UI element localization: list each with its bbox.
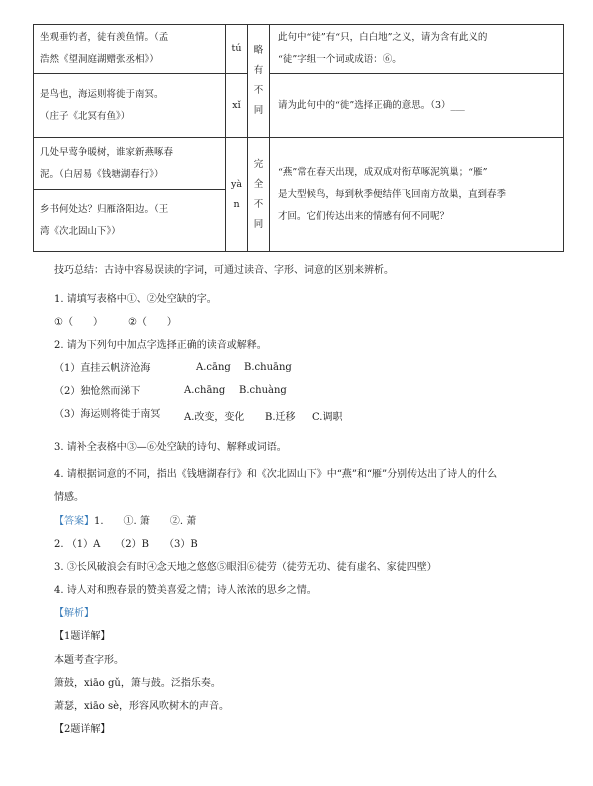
q2-item-1-option-b: B.chuāng: [244, 362, 292, 373]
question-line: 此句中“徒”有“只，白白地”之义，请为含有此义的: [278, 32, 488, 43]
poem-cell-2: [34, 74, 226, 138]
poem-line: （庄子《北冥有鱼》）: [40, 110, 131, 122]
question-4-line-1: 4. 请根据词意的不同，指出《钱塘湖春行》和《次北固山下》中“燕”和“雁”分别传达出了诗人的什么: [54, 469, 498, 480]
pinyin-cell-1: tú: [226, 25, 248, 74]
poem-cell-1: [34, 25, 226, 74]
q2-item-2-option-a: A.chāng: [184, 385, 226, 396]
note-char: 有: [253, 65, 264, 76]
poem-line: 湾《次北固山下》）: [40, 225, 121, 237]
q2-item-2-option-b: B.chuàng: [239, 385, 287, 396]
q2-item-1-label: （1）直挂云帆济沧海: [54, 363, 151, 374]
answer-text: 1. ①. 箫 ②. 萧: [94, 516, 197, 527]
poem-line: 坐观垂钓者，徒有羡鱼情。（孟: [40, 32, 169, 43]
answer-line-4: 4. 诗人对和煦春景的赞美喜爱之情；诗人浓浓的思乡之情。: [54, 585, 317, 596]
question-1-blanks: ①（ ） ②（ ）: [54, 317, 177, 328]
note-cell-3: [248, 138, 270, 252]
q2-item-1-option-a: A.cāng: [196, 362, 231, 373]
analysis-q1-line-1: 本题考查字形。: [54, 655, 124, 666]
question-line: 是大型候鸟，每到秋季便结伴飞回南方故巢，直到春季: [278, 188, 507, 200]
poem-line: 泥。（白居易《钱塘湖春行》）: [40, 168, 164, 180]
q2-item-3-option-b: B.迁移: [265, 412, 296, 423]
analysis-q1-line-3: 萧瑟，xiāo sè，形容风吹树木的声音。: [54, 701, 230, 712]
q2-item-3-option-a: A.改变，变化: [184, 412, 245, 423]
question-line: “燕”常在春天出现，成双成对衔草啄泥筑巢；“雁”: [278, 166, 488, 178]
pinyin-cell-2: xǐ: [226, 74, 248, 138]
question-4-line-2: 情感。: [54, 492, 84, 503]
note-char: 同: [253, 105, 264, 116]
pinyin-part: n: [233, 198, 240, 210]
note-char: 不: [253, 198, 264, 210]
note-char: 全: [253, 178, 264, 190]
question-1: 1. 请填写表格中①、②处空缺的字。: [54, 294, 217, 305]
note-char: 同: [253, 218, 264, 230]
pinyin-cell-3: [226, 138, 248, 252]
answer-line-1: [54, 515, 196, 529]
poem-line: 几处早莺争暖树，谁家新燕啄春: [40, 146, 174, 158]
question-cell-1: [270, 25, 564, 74]
question-3: 3. 请补全表格中③—⑥处空缺的诗句、解释或词语。: [54, 442, 287, 453]
question-line: 才回。它们传达出来的情感有何不同呢？: [278, 210, 450, 222]
poem-line: 乡书何处达？归雁洛阳边。（王: [40, 203, 169, 215]
question-line: “徒”字组一个词或成语：⑥。: [278, 54, 402, 65]
poem-cell-3: [34, 138, 226, 190]
answer-line-2: 2. （1）A （2）B （3）B: [54, 539, 198, 550]
analysis-tag: 【解析】: [54, 608, 94, 619]
note-char: 不: [253, 85, 264, 96]
analysis-q1-title: 【1题详解】: [54, 631, 111, 642]
question-cell-2: 请为此句中的“徙”选择正确的意思。（3）___: [270, 74, 564, 138]
poem-line: 浩然《望洞庭湖赠张丞相》）: [40, 54, 159, 65]
answer-tag: 【答案】: [54, 516, 94, 527]
note-char: 略: [253, 45, 264, 56]
poem-line: 是鸟也，海运则将徙于南冥。: [40, 88, 164, 100]
note-cell-1: [248, 25, 270, 138]
q2-item-3-option-c: C.调职: [312, 412, 343, 423]
pinyin-part: yà: [230, 178, 243, 190]
tip-line: [54, 264, 394, 278]
analysis-q1-line-2: 箫鼓，xiāo gǔ，箫与鼓。泛指乐奏。: [54, 678, 221, 689]
q2-item-3-label: （3）海运则将徙于南冥: [54, 409, 161, 420]
note-char: 完: [253, 158, 264, 170]
analysis-q2-title: 【2题详解】: [54, 724, 111, 735]
vocab-table: [33, 24, 564, 252]
tip-text: 技巧总结：古诗中容易误读的字词，可通过读音、字形、词意的区别来辨析。: [54, 265, 394, 276]
q2-item-2-label: （2）独怆然而涕下: [54, 386, 141, 397]
question-cell-3: [270, 138, 564, 252]
poem-cell-4: [34, 190, 226, 252]
question-2: 2. 请为下列句中加点字选择正确的读音或解释。: [54, 340, 267, 351]
answer-line-3: 3. ③长风破浪会有时④念天地之悠悠⑤眼泪⑥徒劳（徒劳无功、徒有虚名、家徒四壁）: [54, 562, 437, 573]
